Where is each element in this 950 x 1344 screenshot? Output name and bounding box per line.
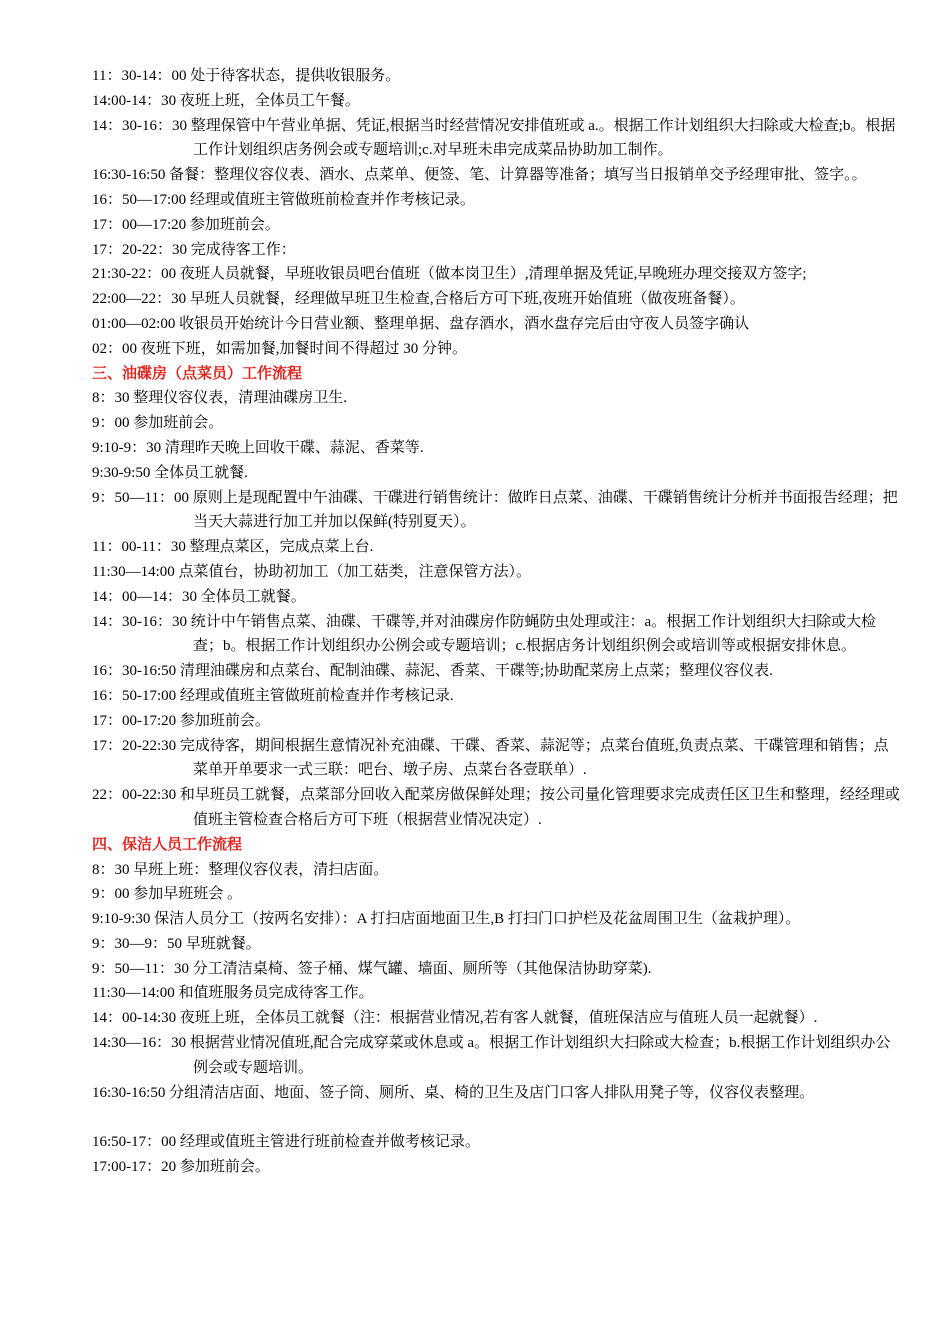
schedule-entry: 9:10-9:30 保洁人员分工（按两名安排）：A 打扫店面地面卫生,B 打扫门口护栏及花盆周围卫生（盆栽护理）。 <box>92 911 801 928</box>
schedule-entry: 14：00-14:30 夜班上班，全体员工就餐（注：根据营业情况,若有客人就餐，值班保洁应与值班人员一起就餐）. <box>92 1010 818 1027</box>
schedule-entry: 17：00—17:20 参加班前会。 <box>92 216 280 233</box>
schedule-entry: 8：30 整理仪容仪表，清理油碟房卫生. <box>92 390 348 407</box>
schedule-entry: 8：30 早班上班：整理仪容仪表，清扫店面。 <box>92 861 389 878</box>
schedule-entry: 02：00 夜班下班，如需加餐,加餐时间不得超过 30 分钟。 <box>92 340 468 357</box>
schedule-entry: 11：00-11：30 整理点菜区，完成点菜上台. <box>92 539 374 556</box>
schedule-entry: 14：00—14：30 全体员工就餐。 <box>92 588 306 605</box>
oil-dish-section <box>92 362 900 833</box>
schedule-entry: 16:30-16:50 分组清洁店面、地面、签子筒、厕所、桌、椅的卫生及店门口客人排队用凳子等，仪容仪表整理。 <box>92 1084 815 1101</box>
schedule-entry: 9：30—9：50 早班就餐。 <box>92 935 261 952</box>
blank-line <box>92 1105 900 1130</box>
schedule-entry: 16：30-16:50 清理油碟房和点菜台、配制油碟、蒜泥、香菜、干碟等;协助配菜房上点菜；整理仪容仪表. <box>92 663 773 680</box>
schedule-entry: 9：00 参加班前会。 <box>92 415 224 432</box>
schedule-entry: 14：30-16：30 整理保管中午营业单据、凭证,根据当时经营情况安排值班或 a.。根据工作计划组织大扫除或大检查;b。根据工作计划组织店务例会或专题培训;c.对早班未串完成菜品协助加工制作。 <box>92 117 896 159</box>
schedule-entry: 16：50—17:00 经理或值班主管做班前检查并作考核记录。 <box>92 191 475 208</box>
schedule-entry: 16:50-17：00 经理或值班主管进行班前检查并做考核记录。 <box>92 1134 480 1151</box>
schedule-entry: 21:30-22：00 夜班人员就餐，早班收银员吧台值班（做本岗卫生）,清理单据及凭证,早晚班办理交接双方签字; <box>92 266 807 283</box>
schedule-entry: 9：50—11：30 分工清洁桌椅、签子桶、煤气罐、墙面、厕所等（其他保洁协助穿菜). <box>92 960 652 977</box>
schedule-entry: 14：30-16：30 统计中午销售点菜、油碟、干碟等,并对油碟房作防蝇防虫处理或注：a。根据工作计划组织大扫除或大检查；b。根据工作计划组织办公例会或专题培训；c.根据店务计划组织例会或培训等或根据安排休息。 <box>92 613 877 655</box>
schedule-entry: 9:30-9:50 全体员工就餐. <box>92 464 248 481</box>
schedule-entry: 17：20-22：30 完成待客工作： <box>92 241 296 258</box>
night-shift-block <box>92 64 900 362</box>
schedule-entry: 11:30—14:00 和值班服务员完成待客工作。 <box>92 985 374 1002</box>
schedule-entry: 17：00-17:20 参加班前会。 <box>92 712 270 729</box>
section-heading: 四、保洁人员工作流程 <box>92 836 243 853</box>
schedule-entry: 14:00-14：30 夜班上班，全体员工午餐。 <box>92 92 360 109</box>
schedule-entry: 14:30—16：30 根据营业情况值班,配合完成穿菜或休息或 a。根据工作计划组织大扫除或大检查；b.根据工作计划组织办公例会或专题培训。 <box>92 1035 891 1076</box>
schedule-entry: 16:30-16:50 备餐：整理仪容仪表、酒水、点菜单、便签、笔、计算器等准备；填写当日报销单交予经理审批、签字。。 <box>92 167 867 184</box>
schedule-entry: 11:30—14:00 点菜值台，协助初加工（加工菇类，注意保管方法）。 <box>92 563 532 580</box>
schedule-entry: 22:00—22：30 早班人员就餐，经理做早班卫生检查,合格后方可下班,夜班开始值班（做夜班备餐）。 <box>92 291 745 308</box>
schedule-entry: 9：50—11：00 原则上是现配置中午油碟、干碟进行销售统计：做昨日点菜、油碟、干碟销售统计分析并书面报告经理；把当天大蒜进行加工并加以保鲜(特别夏天）。 <box>92 489 898 531</box>
schedule-entry: 11：30-14：00 处于待客状态，提供收银服务。 <box>92 68 401 84</box>
schedule-entry: 16：50-17:00 经理或值班主管做班前检查并作考核记录. <box>92 687 454 704</box>
cleaning-staff-section <box>92 833 900 1180</box>
section-heading: 三、油碟房（点菜员）工作流程 <box>92 365 303 382</box>
schedule-entry: 01:00—02:00 收银员开始统计今日营业额、整理单据、盘存酒水，酒水盘存完后由守夜人员签字确认 <box>92 315 750 332</box>
schedule-entry: 17：20-22:30 完成待客，期间根据生意情况补充油碟、干碟、香菜、蒜泥等；点菜台值班,负责点菜、干碟管理和销售；点菜单开单要求一式三联：吧台、墩子房、点菜台各壹联单）. <box>92 737 889 779</box>
schedule-entry: 9：00 参加早班班会 。 <box>92 886 243 903</box>
schedule-entry: 22：00-22:30 和早班员工就餐，点菜部分回收入配菜房做保鲜处理；按公司量化管理要求完成责任区卫生和整理，经经理或值班主管检查合格后方可下班（根据营业情况决定）. <box>92 787 900 828</box>
schedule-entry: 9:10-9：30 清理昨天晚上回收干碟、蒜泥、香菜等. <box>92 439 424 456</box>
schedule-entry: 17:00-17：20 参加班前会。 <box>92 1159 270 1176</box>
